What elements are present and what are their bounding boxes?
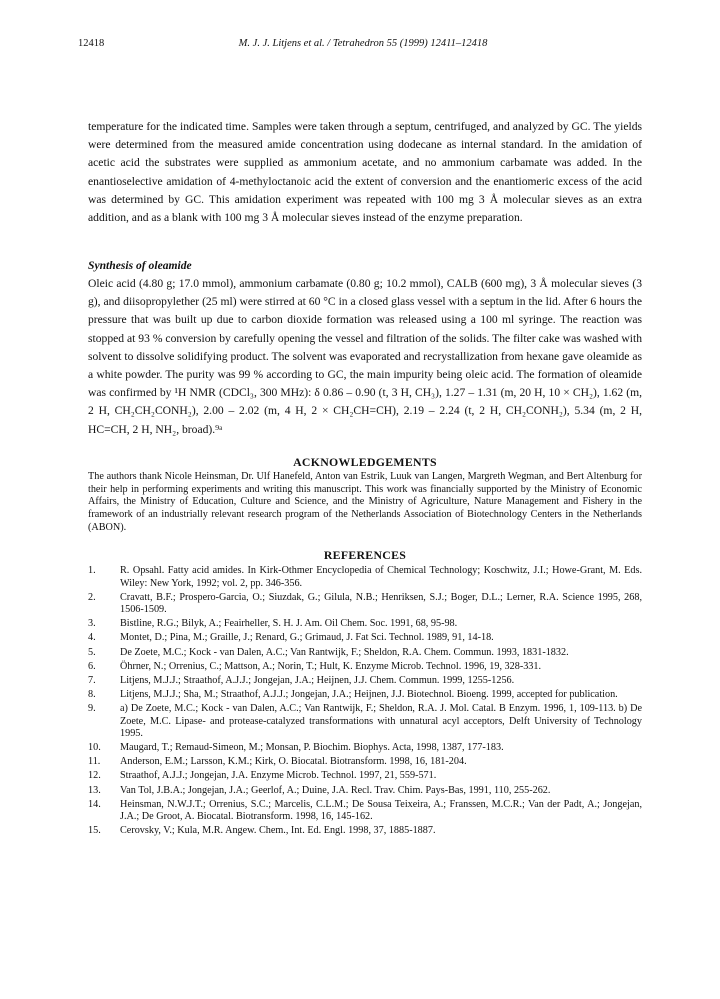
reference-item (88, 675, 642, 688)
reference-text: Heinsman, N.W.J.T.; Orrenius, S.C.; Marcelis, C.L.M.; De Sousa Teixeira, A.; Franssen, M.C.R.; Van der Padt, A.; Jongejan, J.A.; De Groot, A. Biocatal. Biotransform. 1998, 16, 145-162. (120, 798, 642, 823)
reference-number: 7. (88, 674, 96, 686)
synthesis-heading: Synthesis of oleamide (88, 259, 192, 272)
reference-item (88, 703, 642, 741)
reference-item (88, 799, 642, 824)
reference-text: Öhrner, N.; Orrenius, C.; Mattson, A.; Norin, T.; Hult, K. Enzyme Microb. Technol. 1996, 19, 328-331. (120, 660, 542, 672)
reference-number: 6. (88, 660, 96, 672)
reference-number: 10. (88, 742, 101, 754)
reference-item (88, 618, 642, 631)
reference-text: Anderson, E.M.; Larsson, K.M.; Kirk, O. Biocatal. Biotransform. 1998, 16, 181-204. (120, 756, 467, 768)
reference-number: 2. (88, 591, 96, 603)
reference-list (88, 565, 642, 839)
synthesis-paragraph: Oleic acid (4.80 g; 17.0 mmol), ammonium carbamate (0.80 g; 10.2 mmol), CALB (600 mg), 3 Å molecular sieves (3 g), and diisopropylether (25 ml) were stirred at 60 °C in a closed glass vessel with a septum in the lid. After 6 hours the pressure that was built up due to carbon dioxide formation was released using a 100 ml syringe. The reaction was stopped at 93 % conversion by carefully opening the vessel and filtration of the solids. The filter cake was washed with solvent to dissolve solidifying product. The solvent was evaporated and recrystallization from hexane gave oleamide as a white powder. The purity was 99 % according to GC, the main impurity being oleic acid. The formation of oleamide was confirmed by ¹H NMR (CDCl₃, 300 MHz): δ 0.86 – 0.90 (t, 3 H, CH₃), 1.27 – 1.31 (m, 20 H, 10 × CH₂), 1.62 (m, 2 H, CH₂CH₂CONH₂), 2.00 – 2.02 (m, 4 H, 2 × CH₂CH=CH), 2.19 – 2.24 (t, 2 H, CH₂CONH₂), 5.34 (m, 2 H, HC=CH, 2 H, NH₂, broad).⁹ᵃ (88, 277, 642, 436)
reference-item (88, 770, 642, 783)
reference-number: 11. (88, 756, 101, 768)
reference-text: Bistline, R.G.; Bilyk, A.; Feairheller, S. H. J. Am. Oil Chem. Soc. 1991, 68, 95-98. (120, 618, 458, 630)
reference-text: Van Tol, J.B.A.; Jongejan, J.A.; Geerlof, A.; Duine, J.A. Recl. Trav. Chim. Pays-Bas, 1991, 110, 255-262. (120, 784, 551, 796)
acknowledgements-text: The authors thank Nicole Heinsman, Dr. Ulf Hanefeld, Anton van Estrik, Luuk van Langen, Margreth Wegman, and Bert Altenburg for their help in performing experiments and writing this manuscript. This work was financially supported by the Ministry of Economic Affairs, the Ministry of Education, Culture and Science, and the Ministry of Agriculture, Nature Management and Fishery in the framework of an industrially relevant research program of the Netherlands Association of Biotechnology Centers in the Netherlands (ABON). (88, 471, 642, 533)
reference-number: 15. (88, 825, 101, 837)
reference-number: 5. (88, 646, 96, 658)
reference-item (88, 825, 642, 838)
reference-text: Straathof, A.J.J.; Jongejan, J.A. Enzyme Microb. Technol. 1997, 21, 559-571. (120, 770, 437, 782)
reference-text: Cerovsky, V.; Kula, M.R. Angew. Chem., Int. Ed. Engl. 1998, 37, 1885-1887. (120, 825, 436, 837)
reference-text: R. Opsahl. Fatty acid amides. In Kirk-Othmer Encyclopedia of Chemical Technology; Koschwitz, J.I.; Howe-Grant, M. Eds. Wiley: New York, 1992; vol. 2, pp. 346-356. (120, 565, 642, 589)
reference-item (88, 689, 642, 702)
reference-item (88, 756, 642, 769)
reference-text: a) De Zoete, M.C.; Kock - van Dalen, A.C.; Van Rantwijk, F.; Sheldon, R.A. J. Mol. Catal. B Enzym. 1996, 1, 109-113. b) De Zoete, M.C. Lipase- and protease-catalyzed transformations with unnatural acyl acceptors, Delft University of Technology 1995. (120, 702, 642, 740)
reference-number: 3. (88, 618, 96, 630)
reference-text: Cravatt, B.F.; Prospero-Garcia, O.; Siuzdak, G.; Gilula, N.B.; Henriksen, S.J.; Boger, D.L.; Lerner, R.A. Science 1995, 268, 1506-1509. (120, 591, 642, 616)
reference-text: Maugard, T.; Remaud-Simeon, M.; Monsan, P. Biochim. Biophys. Acta, 1998, 1387, 177-183. (120, 742, 504, 754)
journal-citation: M. J. J. Litjens et al. / Tetrahedron 55 (1999) 12411–12418 (238, 38, 488, 49)
reference-number: 8. (88, 688, 96, 700)
acknowledgements-heading: ACKNOWLEDGEMENTS (293, 455, 437, 469)
reference-number: 14. (88, 798, 101, 810)
reference-text: De Zoete, M.C.; Kock - van Dalen, A.C.; Van Rantwijk, F.; Sheldon, R.A. Chem. Commun. 1993, 1831-1832. (120, 646, 569, 658)
reference-text: Litjens, M.J.J.; Straathof, A.J.J.; Jongejan, J.A.; Heijnen, J.J. Chem. Commun. 1999, 1255-1256. (120, 674, 515, 686)
reference-text: Montet, D.; Pina, M.; Graille, J.; Renard, G.; Grimaud, J. Fat Sci. Technol. 1989, 91, 14-18. (120, 632, 494, 644)
reference-item (88, 785, 642, 798)
reference-text: Litjens, M.J.J.; Sha, M.; Straathof, A.J.J.; Jongejan, J.A.; Heijnen, J.J. Biotechnol. Bioeng. 1999, accepted for publication. (120, 688, 618, 700)
intro-paragraph: temperature for the indicated time. Samples were taken through a septum, centrifuged, and analyzed by GC. The yields were determined from the measured amide concentration using dodecane as internal standard. In the amidation of acetic acid the substrates were supplied as ammonium acetate, and no ammonium carbamate was added. In the enantioselective amidation of 4-methyloctanoic acid the extent of conversion and the enantiomeric excess of the acid was determined by GC. This amidation experiment was repeated with 100 mg 3 Å molecular sieves as an extra addition, and as a blank with 100 mg 3 Å molecular sieves instead of the enzyme preparation. (88, 120, 642, 225)
reference-item (88, 742, 642, 755)
reference-number: 13. (88, 784, 101, 796)
reference-number: 1. (88, 565, 96, 576)
reference-item (88, 592, 642, 617)
reference-item (88, 661, 642, 674)
reference-number: 9. (88, 702, 96, 714)
reference-item (88, 632, 642, 645)
reference-item (88, 565, 642, 590)
reference-number: 4. (88, 632, 96, 644)
reference-item (88, 647, 642, 660)
page-number: 12418 (78, 38, 105, 49)
running-header (78, 38, 648, 54)
references-heading: REFERENCES (323, 548, 407, 562)
reference-number: 12. (88, 770, 101, 782)
